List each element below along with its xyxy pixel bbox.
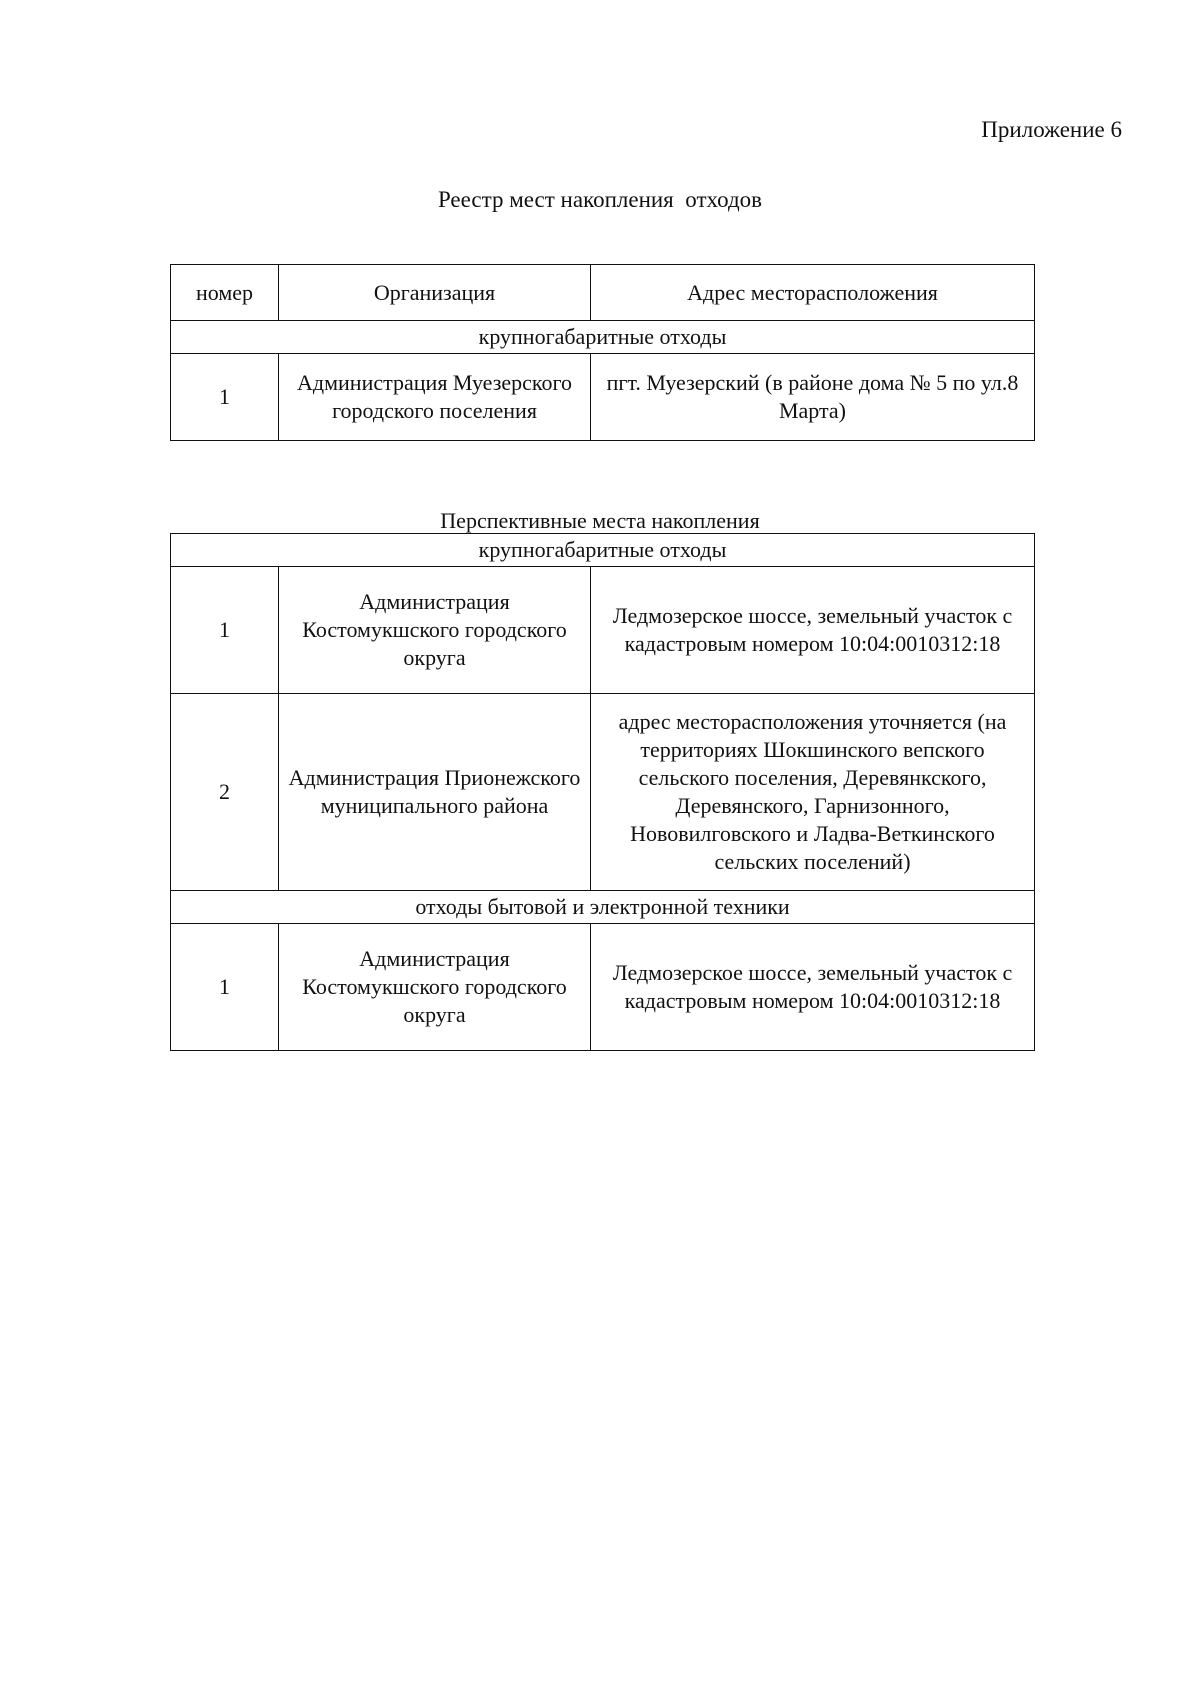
row-address: адрес месторасположения уточняется (на территориях Шокшинского вепского сельского поселения, Деревянкского, Деревянского, Гарнизонного, Нововилговского и Ладва-Веткинского сельских поселений) bbox=[591, 694, 1035, 891]
section-label: отходы бытовой и электронной техники bbox=[171, 891, 1035, 924]
header-organization: Организация bbox=[279, 265, 591, 321]
section-label: крупногабаритные отходы bbox=[171, 534, 1035, 567]
row-number: 1 bbox=[171, 354, 279, 441]
row-number: 1 bbox=[171, 567, 279, 694]
table-row bbox=[171, 924, 1035, 1051]
prospective-title: Перспективные места накопления bbox=[440, 508, 760, 533]
row-address: пгт. Муезерский (в районе дома № 5 по ул.8 Марта) bbox=[591, 354, 1035, 441]
section-row bbox=[171, 534, 1035, 567]
row-organization: Администрация Костомукшского городского округа bbox=[279, 567, 591, 694]
row-organization: Администрация Муезерского городского поселения bbox=[279, 354, 591, 441]
appendix-label: Приложение 6 bbox=[981, 117, 1122, 142]
table-row bbox=[171, 354, 1035, 441]
prospective-table bbox=[170, 533, 1035, 1051]
table-header-row bbox=[171, 265, 1035, 321]
row-number: 2 bbox=[171, 694, 279, 891]
header-address: Адрес месторасположения bbox=[591, 265, 1035, 321]
section-label: крупногабаритные отходы bbox=[171, 321, 1035, 354]
table-row bbox=[171, 694, 1035, 891]
row-organization: Администрация Костомукшского городского округа bbox=[279, 924, 591, 1051]
registry-table bbox=[170, 264, 1035, 441]
row-organization: Администрация Прионежского муниципального района bbox=[279, 694, 591, 891]
section-row bbox=[171, 891, 1035, 924]
header-number: номер bbox=[171, 265, 279, 321]
table-row bbox=[171, 567, 1035, 694]
row-address: Ледмозерское шоссе, земельный участок с кадастровым номером 10:04:0010312:18 bbox=[591, 567, 1035, 694]
row-number: 1 bbox=[171, 924, 279, 1051]
document-title: Реестр мест накопления отходов bbox=[437, 187, 763, 212]
row-address: Ледмозерское шоссе, земельный участок с кадастровым номером 10:04:0010312:18 bbox=[591, 924, 1035, 1051]
section-row bbox=[171, 321, 1035, 354]
